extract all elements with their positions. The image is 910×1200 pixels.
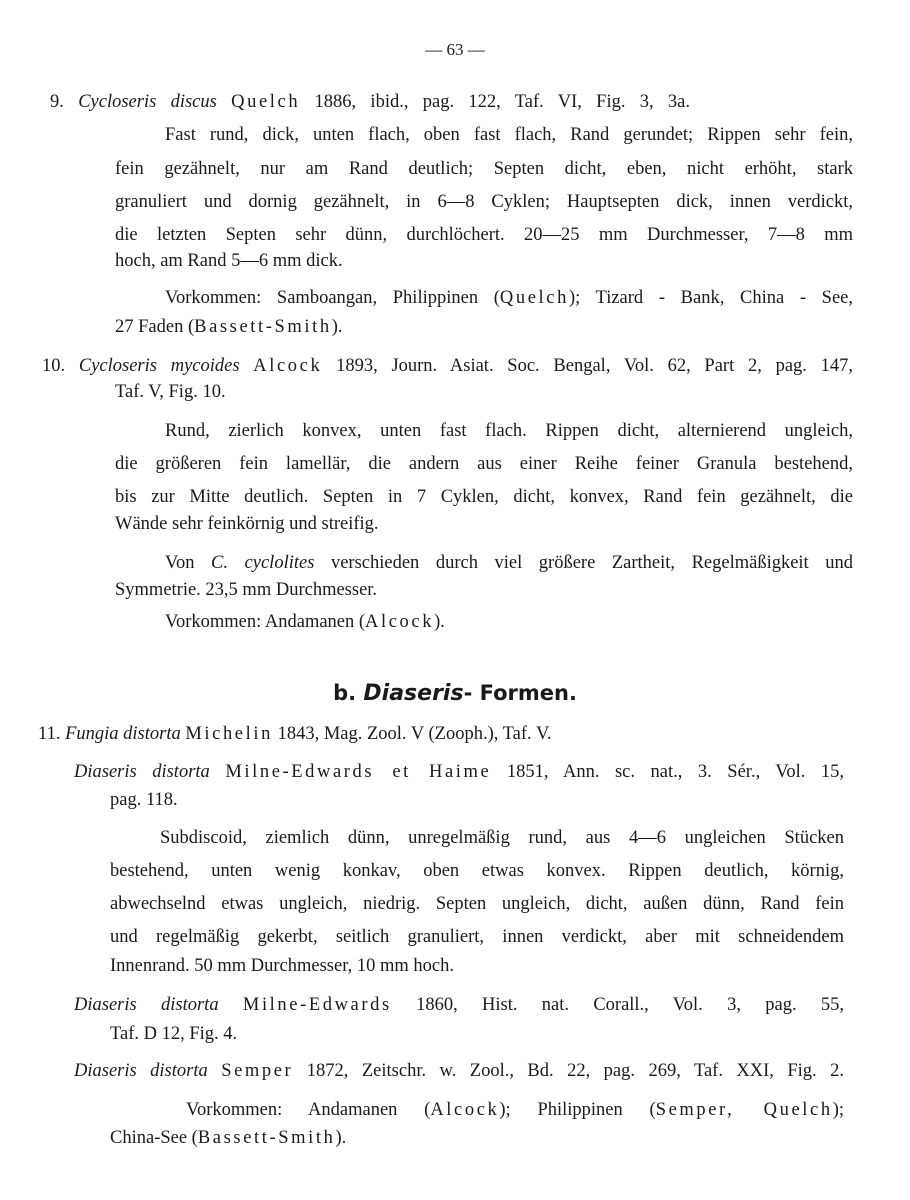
description-line: Wände sehr feinkörnig und streifig.	[115, 514, 379, 534]
citation: 1893, Journ. Asiat. Soc. Bengal, Vol. 62, Part 2, pag. 147,	[336, 356, 853, 376]
description-line: bestehend, unten wenig konkav, oben etwas konvex. Rippen deutlich, körnig,	[110, 861, 844, 881]
author-name: Bassett-Smith	[194, 317, 332, 337]
author-name: Alcock	[253, 356, 323, 376]
occurrence-text: ); Philippinen (	[499, 1100, 656, 1120]
species-name: Fungia distorta	[65, 724, 181, 744]
citation: 1843, Mag. Zool. V (Zooph.), Taf. V.	[277, 724, 552, 744]
entry-number: 11.	[38, 724, 61, 744]
author-name: Alcock	[430, 1100, 500, 1120]
comparison-line: Symmetrie. 23,5 mm Durchmesser.	[115, 580, 378, 600]
citation: Taf. V, Fig. 10.	[115, 382, 226, 402]
species-name: Diaseris distorta	[74, 1061, 208, 1081]
description-line: Rund, zierlich konvex, unten fast flach. Rippen dicht, alternierend ungleich,	[165, 421, 853, 441]
entry-9-header	[50, 86, 690, 118]
section-title: Diaseris	[363, 681, 464, 706]
synonym-line	[74, 989, 844, 1021]
occurrence-text: ).	[335, 1128, 347, 1148]
entry-number: 9.	[50, 92, 64, 112]
description-line: die letzten Septen sehr dünn, durchlöchert. 20—25 mm Durchmesser, 7—8 mm	[115, 225, 853, 245]
author-name: Milne-Edwards et Haime	[225, 762, 492, 782]
description-line: Fast rund, dick, unten flach, oben fast flach, Rand gerundet; Rippen sehr fein,	[165, 125, 853, 145]
author-name: Milne-Edwards	[242, 995, 392, 1015]
description-line: granuliert und dornig gezähnelt, in 6—8 Cyklen; Hauptsepten dick, innen verdickt,	[115, 192, 853, 212]
author-name: Semper, Quelch	[655, 1100, 833, 1120]
species-name: Cycloseris discus	[78, 92, 217, 112]
page-number: — 63 —	[425, 40, 485, 59]
section-suffix: - Formen.	[463, 681, 577, 705]
citation: 1872, Zeitschr. w. Zool., Bd. 22, pag. 269, Taf. XXI, Fig. 2.	[306, 1061, 844, 1081]
section-prefix: b.	[333, 681, 364, 705]
citation: 1851, Ann. sc. nat., 3. Sér., Vol. 15,	[506, 762, 844, 782]
description-line: Subdiscoid, ziemlich dünn, unregelmäßig rund, aus 4—6 ungleichen Stücken	[160, 828, 844, 848]
description-line: hoch, am Rand 5—6 mm dick.	[115, 251, 343, 271]
citation: 1860, Hist. nat. Corall., Vol. 3, pag. 55,	[416, 995, 844, 1015]
occurrence-text: );	[832, 1100, 844, 1120]
occurrence-text: ); Tizard - Bank, China - See,	[568, 288, 853, 308]
occurrence-text: Vorkommen: Andamanen (	[165, 612, 366, 632]
comparison-text: verschieden durch viel größere Zartheit, Regelmäßigkeit und	[314, 553, 853, 573]
occurrence-text: 27 Faden (	[115, 317, 195, 337]
section-heading	[0, 676, 910, 711]
author-name: Quelch	[231, 92, 301, 112]
occurrence-text: Vorkommen: Samboangan, Philippinen (	[165, 288, 500, 308]
occurrence-line	[115, 311, 343, 343]
citation: pag. 118.	[110, 790, 178, 810]
occurrence-text: ).	[434, 612, 445, 632]
author-name: Semper	[221, 1061, 294, 1081]
description-line: fein gezähnelt, nur am Rand deutlich; Septen dicht, eben, nicht erhöht, stark	[115, 159, 853, 179]
author-name: Quelch	[499, 288, 569, 308]
author-name: Alcock	[365, 612, 435, 632]
species-name: C. cyclolites	[211, 553, 315, 573]
entry-11-header	[38, 718, 552, 750]
description-line: und regelmäßig gekerbt, seitlich granuliert, innen verdickt, aber mit schneidendem	[110, 927, 844, 947]
occurrence-line	[165, 606, 445, 638]
occurrence-text: Vorkommen: Andamanen (	[186, 1100, 431, 1120]
comparison-text: Von	[165, 553, 212, 573]
author-name: Bassett-Smith	[197, 1128, 336, 1148]
description-line: bis zur Mitte deutlich. Septen in 7 Cyklen, dicht, konvex, Rand fein gezähnelt, die	[115, 487, 853, 507]
synonym-line	[74, 1055, 844, 1087]
description-line: abwechselnd etwas ungleich, niedrig. Septen ungleich, dicht, außen dünn, Rand fein	[110, 894, 844, 914]
description-line: die größeren fein lamellär, die andern aus einer Reihe feiner Granula bestehend,	[115, 454, 853, 474]
species-name: Diaseris distorta	[74, 762, 210, 782]
citation: 1886, ibid., pag. 122, Taf. VI, Fig. 3, 3a.	[314, 92, 690, 112]
occurrence-text: ).	[331, 317, 343, 337]
synonym-line	[74, 756, 844, 788]
species-name: Diaseris distorta	[74, 995, 219, 1015]
occurrence-text: China-See (	[110, 1128, 198, 1148]
citation: Taf. D 12, Fig. 4.	[110, 1024, 238, 1044]
author-name: Michelin	[185, 724, 273, 744]
occurrence-line	[165, 282, 853, 314]
entry-number: 10.	[42, 356, 66, 376]
species-name: Cycloseris mycoides	[78, 356, 240, 376]
description-line: Innenrand. 50 mm Durchmesser, 10 mm hoch.	[110, 956, 455, 976]
occurrence-line	[110, 1122, 346, 1154]
